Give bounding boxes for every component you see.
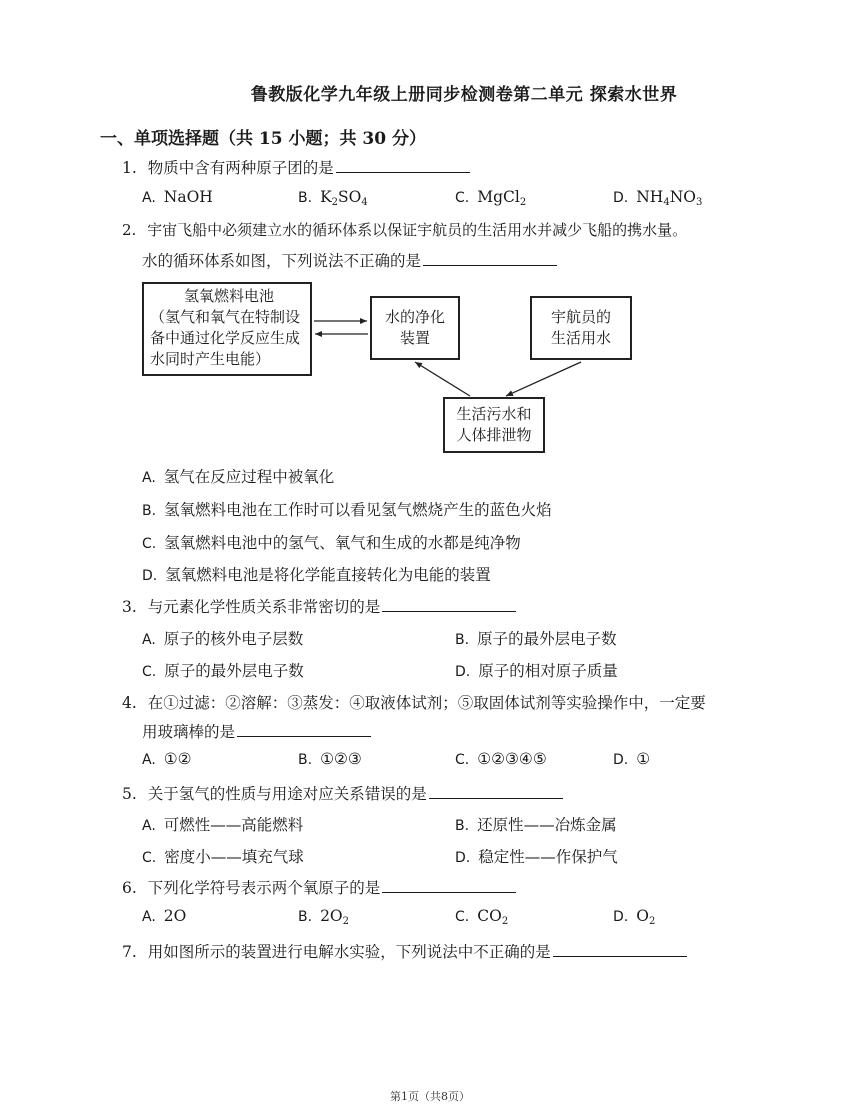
answer-blank[interactable] — [382, 878, 516, 893]
option-c[interactable] — [142, 531, 521, 553]
option-d[interactable] — [455, 845, 618, 867]
option-c[interactable] — [142, 659, 304, 681]
option-d[interactable] — [455, 659, 618, 681]
option-letter: B. — [455, 818, 470, 834]
option-text: 氢氧燃料电池在工作时可以看见氢气燃烧产生的蓝色火焰 — [164, 501, 552, 519]
answer-blank[interactable] — [237, 722, 371, 737]
formula: NaOH — [163, 188, 213, 206]
option-text: ①②③ — [320, 750, 362, 768]
fuel-cell-box: 氢氧燃料电池 （氢气和氧气在特制设 备中通过化学反应生成 水同时产生电能） — [142, 282, 312, 376]
option-a[interactable] — [142, 813, 303, 835]
astronaut-water-box: 宇航员的 生活用水 — [530, 296, 632, 360]
option-a[interactable] — [142, 907, 186, 925]
option-a[interactable] — [142, 750, 192, 768]
option-text: 氢氧燃料电池中的氢气、氧气和生成的水都是纯净物 — [164, 534, 521, 552]
question-number: 5. — [122, 785, 137, 803]
question-text: 下列化学符号表示两个氧原子的是 — [147, 879, 381, 897]
option-text: 稳定性——作保护气 — [478, 848, 618, 866]
option-text: 原子的最外层电子数 — [477, 630, 617, 648]
option-letter: B. — [455, 632, 470, 648]
page-footer: 第1页（共8页） — [390, 1090, 470, 1103]
option-letter: C. — [455, 752, 470, 768]
option-b[interactable] — [298, 907, 349, 927]
option-d[interactable] — [613, 750, 650, 768]
water-purification-box: 水的净化 装置 — [370, 296, 460, 360]
option-letter: C. — [455, 190, 470, 206]
question-7 — [122, 941, 687, 963]
option-letter: C. — [142, 664, 157, 680]
option-letter: B. — [298, 752, 313, 768]
option-letter: B. — [298, 909, 313, 925]
question-number: 1. — [122, 159, 137, 177]
question-number: 4. — [122, 694, 137, 712]
option-letter: D. — [142, 568, 158, 584]
option-letter: D. — [613, 752, 629, 768]
option-a[interactable] — [142, 627, 303, 649]
question-text: 水的循环体系如图，下列说法不正确的是 — [142, 252, 422, 270]
question-text: 用玻璃棒的是 — [142, 723, 236, 741]
question-text: 在①过滤：②溶解：③蒸发：④取液体试剂；⑤取固体试剂等实验操作中，一定要 — [147, 694, 706, 712]
question-text: 物质中含有两种原子团的是 — [147, 159, 334, 177]
option-text: 原子的核外电子层数 — [163, 630, 304, 648]
question-text: 与元素化学性质关系非常密切的是 — [147, 598, 381, 616]
option-a[interactable] — [142, 465, 334, 487]
option-text: 原子的最外层电子数 — [164, 662, 304, 680]
option-text: ①②③④⑤ — [477, 750, 547, 768]
answer-blank[interactable] — [553, 942, 687, 957]
option-c[interactable] — [455, 907, 508, 927]
option-text: 氢气在反应过程中被氧化 — [163, 468, 335, 486]
option-b[interactable] — [298, 750, 362, 768]
page-title: 鲁教版化学九年级上册同步检测卷第二单元 探索水世界 — [250, 85, 678, 105]
question-text: 宇宙飞船中必须建立水的循环体系以保证宇航员的生活用水并减少飞船的携水量。 — [147, 221, 688, 239]
option-letter: B. — [298, 190, 313, 206]
option-b[interactable] — [455, 627, 617, 649]
option-d[interactable] — [142, 563, 491, 585]
formula: $K_2SO_4$ — [320, 188, 368, 208]
arrow-up-left-icon — [415, 362, 470, 396]
question-6 — [122, 877, 516, 899]
question-4 — [122, 692, 706, 714]
option-text: 原子的相对原子质量 — [478, 662, 618, 680]
option-letter: A. — [142, 632, 156, 648]
answer-blank[interactable] — [382, 597, 516, 612]
option-letter: C. — [142, 850, 157, 866]
option-c[interactable] — [455, 750, 547, 768]
option-text: ①② — [163, 750, 192, 768]
question-4-line2 — [142, 721, 371, 743]
formula: $NH_4NO_3$ — [636, 188, 703, 208]
option-letter: D. — [613, 909, 629, 925]
formula: 2O — [163, 907, 187, 925]
formula: MgCl$_2$ — [477, 188, 527, 208]
question-number: 3. — [122, 598, 137, 616]
formula: $2O_2$ — [320, 907, 350, 927]
section-heading: 一、单项选择题（共 15 小题；共 30 分） — [100, 129, 426, 149]
option-letter: A. — [142, 752, 156, 768]
option-letter: D. — [455, 850, 471, 866]
question-3 — [122, 596, 516, 618]
question-5 — [122, 783, 563, 805]
option-letter: D. — [613, 190, 629, 206]
question-text: 用如图所示的装置进行电解水实验，下列说法中不正确的是 — [147, 943, 551, 961]
answer-blank[interactable] — [429, 784, 563, 799]
option-letter: C. — [455, 909, 470, 925]
waste-water-box: 生活污水和 人体排泄物 — [443, 397, 545, 453]
formula: $CO_2$ — [477, 907, 509, 927]
option-c[interactable] — [142, 845, 304, 867]
question-number: 6. — [122, 879, 137, 897]
question-text: 关于氢气的性质与用途对应关系错误的是 — [147, 785, 427, 803]
option-text: ① — [636, 750, 651, 768]
formula: $O_2$ — [636, 907, 656, 927]
option-letter: A. — [142, 470, 156, 486]
question-number: 7. — [122, 943, 137, 961]
option-letter: A. — [142, 818, 156, 834]
question-number: 2. — [122, 221, 137, 239]
diagram-arrows — [0, 0, 860, 470]
option-letter: D. — [455, 664, 471, 680]
option-text: 氢氧燃料电池是将化学能直接转化为电能的装置 — [165, 566, 491, 584]
option-text: 密度小——填充气球 — [164, 848, 304, 866]
option-d[interactable] — [613, 907, 655, 927]
arrow-down-left-icon — [506, 362, 581, 396]
option-text: 还原性——冶炼金属 — [477, 816, 617, 834]
option-text: 可燃性——高能燃料 — [163, 816, 304, 834]
option-b[interactable] — [142, 498, 552, 520]
option-b[interactable] — [455, 813, 617, 835]
option-letter: C. — [142, 536, 157, 552]
option-letter: B. — [142, 503, 157, 519]
option-letter: A. — [142, 190, 156, 206]
option-letter: A. — [142, 909, 156, 925]
